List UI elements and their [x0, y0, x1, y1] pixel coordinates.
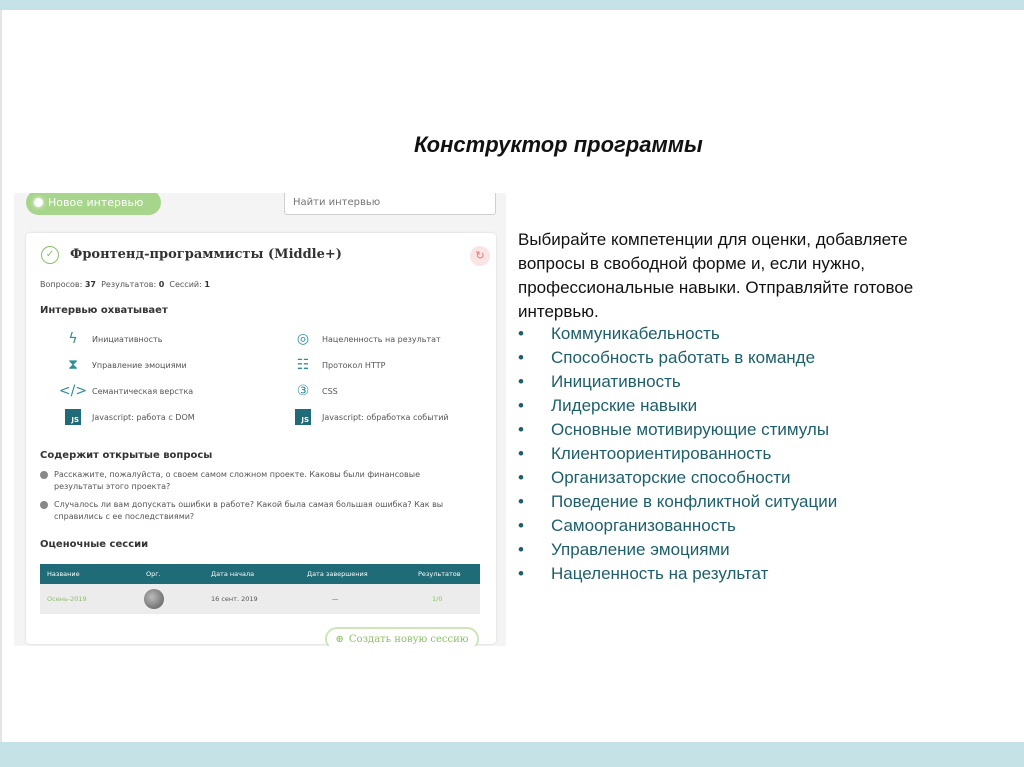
search-input[interactable] — [284, 193, 496, 215]
bottom-band — [0, 742, 1024, 767]
competency-item: ☷ Протокол HTTP — [292, 356, 385, 374]
column-header: Дата завершения — [307, 570, 368, 578]
competency-bullet-list — [518, 322, 837, 586]
list-item: • Лидерские навыки — [518, 396, 698, 415]
column-header: Название — [47, 570, 80, 578]
list-item: • Поведение в конфликтной ситуации — [518, 492, 838, 511]
plus-circle-icon: ⊕ — [335, 633, 344, 645]
plus-icon — [34, 198, 43, 207]
sessions-heading: Оценочные сессии — [40, 539, 149, 550]
competency-item: JS Javascript: работа с DOM — [62, 408, 195, 426]
left-border — [0, 10, 2, 742]
slide-description: Выбирайте компетенции для оценки, добавляете вопросы в свободной форме и, если нужно, профессиональные навыки. Отправляйте готовое интервью. — [518, 230, 914, 321]
question-item: Расскажите, пожалуйста, о своем самом сложном проекте. Каковы были финансовые результаты этого проекта? — [40, 469, 470, 493]
column-header: Дата начала — [211, 570, 255, 578]
list-item: • Управление эмоциями — [518, 540, 730, 559]
end-date: — — [332, 595, 339, 603]
list-item: • Нацеленность на результат — [518, 564, 769, 583]
list-item: • Организаторские способности — [518, 468, 791, 487]
start-date: 16 сент. 2019 — [211, 595, 258, 603]
list-item: • Инициативность — [518, 372, 681, 391]
competency-item: ϟ Инициативность — [62, 330, 162, 348]
new-interview-label: Новое интервью — [48, 196, 144, 209]
interview-title: Фронтенд-программисты (Middle+) — [70, 247, 342, 262]
css-icon: ③ — [296, 383, 310, 399]
code-icon: </> — [58, 383, 88, 399]
session-name-link[interactable]: Осень-2019 — [47, 595, 87, 603]
top-band — [0, 0, 1024, 10]
check-icon: ✓ — [41, 246, 59, 264]
competency-item: ⧗ Управление эмоциями — [62, 356, 187, 374]
question-item: Случалось ли вам допускать ошибки в работе? Какой была самая большая ошибка? Как вы справились с ее последствиями? — [40, 499, 470, 523]
competency-item: JS Javascript: обработка событий — [292, 408, 449, 426]
avatar — [144, 589, 164, 609]
refresh-icon[interactable]: ↻ — [470, 246, 490, 266]
interview-card — [26, 233, 496, 644]
js-icon: JS — [62, 408, 84, 426]
list-item: • Основные мотивирующие стимулы — [518, 420, 830, 439]
bullet-icon — [40, 501, 48, 509]
js-icon: JS — [292, 408, 314, 426]
lightning-icon: ϟ — [68, 331, 78, 347]
create-session-button[interactable]: ⊕ Создать новую сессию — [325, 627, 479, 646]
target-icon: ◎ — [296, 331, 310, 347]
list-item: • Коммуникабельность — [518, 324, 720, 343]
open-questions-heading: Содержит открытые вопросы — [40, 450, 213, 461]
slide-title: Конструктор программы — [414, 132, 703, 157]
list-item: • Клиентоориентированность — [518, 444, 772, 463]
column-header: Орг. — [146, 570, 161, 578]
results-link[interactable]: 1/0 — [432, 595, 443, 603]
hourglass-icon: ⧗ — [68, 357, 78, 373]
table-row[interactable] — [40, 584, 480, 614]
sessions-table-header — [40, 564, 480, 584]
network-icon: ☷ — [296, 357, 310, 373]
bullet-icon — [40, 471, 48, 479]
covers-heading: Интервью охватывает — [40, 305, 168, 316]
competency-item: </> Семантическая верстка — [58, 383, 194, 399]
competency-item: ◎ Нацеленность на результат — [292, 330, 441, 348]
column-header: Результатов — [418, 570, 461, 578]
competency-item: ③ CSS — [292, 382, 338, 400]
interview-stats: Вопросов: 37 Результатов: 0 Сессий: 1 — [40, 280, 210, 289]
new-interview-button[interactable] — [26, 193, 161, 215]
app-screenshot — [14, 193, 506, 646]
list-item: • Самоорганизованность — [518, 516, 736, 535]
list-item: • Способность работать в команде — [518, 348, 816, 367]
